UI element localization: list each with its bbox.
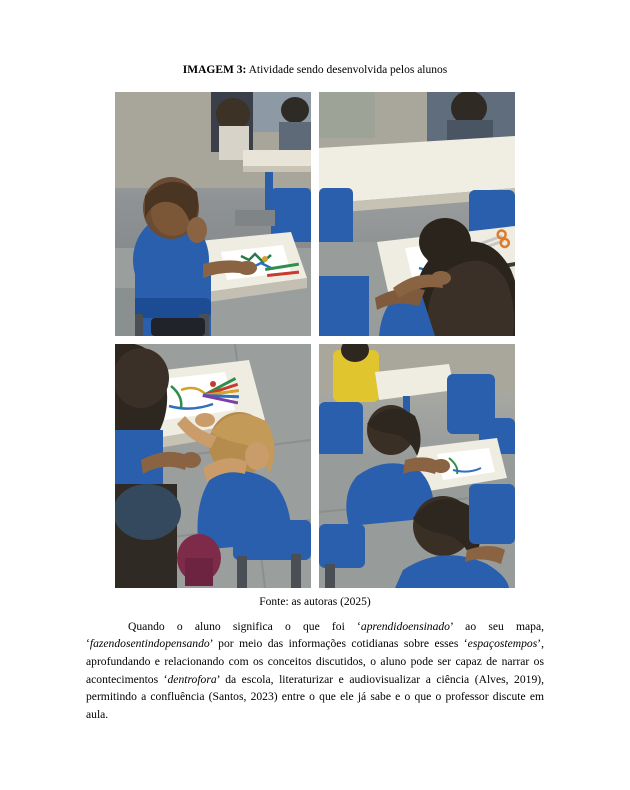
photo-top-left-image [115,92,311,336]
paragraph-italic-3: espaçostempos [467,637,538,651]
photo-bottom-right [319,344,515,588]
photo-bottom-left-image [115,344,311,588]
figure-source: Fonte: as autoras (2025) [259,595,371,608]
photo-top-left [115,92,311,336]
figure-photo-grid [115,92,515,588]
photo-bottom-left [115,344,311,588]
paragraph-part-5: ’ da escola, literaturizar e audiovisualizar a ciência (Alves, 2019), permitindo a confluência (Santos, 2023) entre o que ele já sabe e o que o professor discute em aula. [86,672,544,721]
figure-caption [0,0,630,78]
paragraph-part-2: ’ ao seu mapa, ‘ [86,619,544,651]
photo-bottom-right-image [319,344,515,588]
photo-top-right-image [319,92,515,336]
paragraph-part-4: ’, aprofundando e relacionando com os conceitos discutidos, o aluno pode ser capaz de narrar os acontecimentos ‘ [86,637,544,686]
paragraph-part-3: ’ por meio das informações cotidianas sobre esses ‘ [209,637,468,651]
figure-label: IMAGEM 3: [182,64,247,76]
paragraph-italic-2: fazendosentindopensando [89,637,210,651]
paragraph-italic-1: aprendidoensinado [360,619,450,633]
figure-caption-text: Atividade sendo desenvolvida pelos alunos [246,64,448,76]
paragraph-italic-4: dentrofora [167,672,217,686]
photo-top-right [319,92,515,336]
body-paragraph [86,618,544,724]
paragraph-part-1: Quando o aluno significa o que foi ‘ [128,619,361,633]
